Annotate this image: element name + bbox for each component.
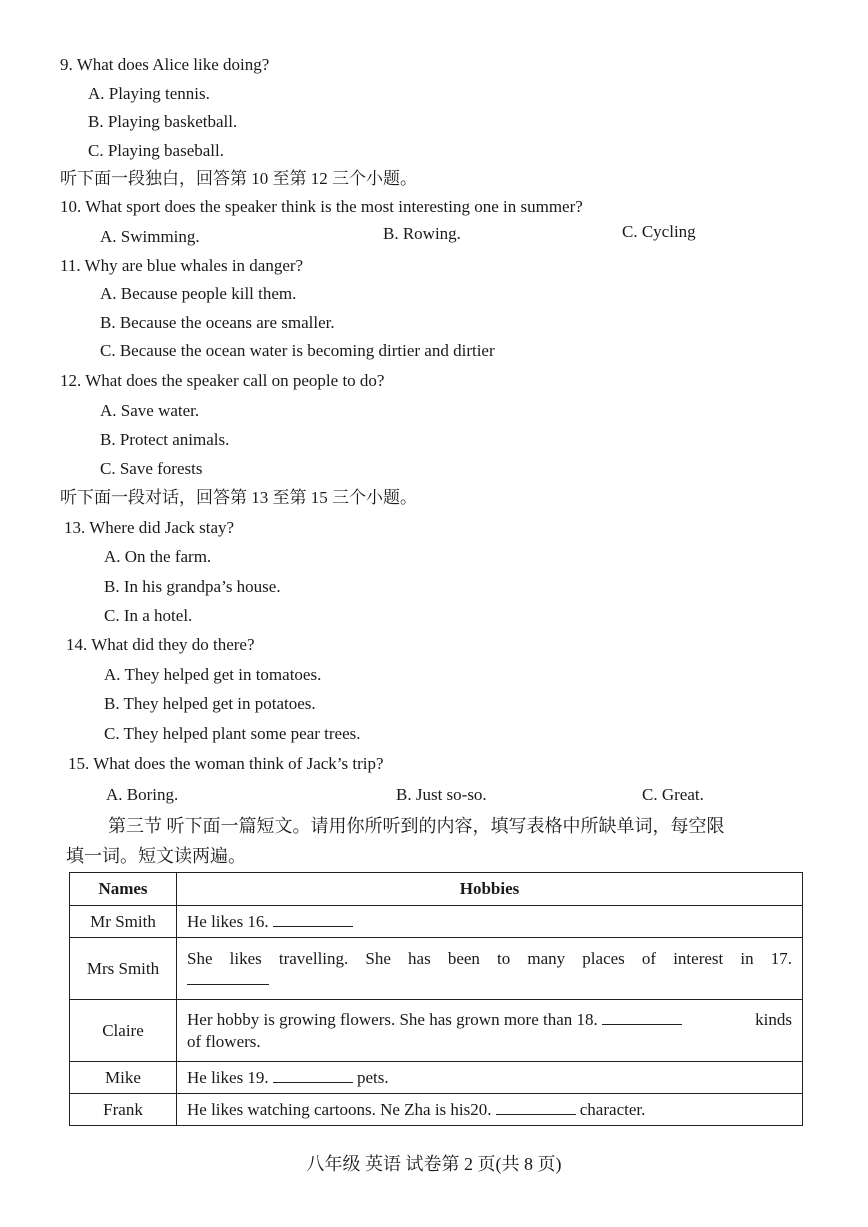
- row-hobby-text-cont: pets.: [356, 1067, 389, 1087]
- section-instruction-10-12: 听下面一段独白，回答第 10 至第 12 三个小题。: [60, 169, 417, 188]
- row-hobby-text-cont: character.: [579, 1099, 646, 1119]
- table-row: [70, 906, 803, 938]
- question-14-stem: 14. What did they do there?: [66, 635, 255, 654]
- row-hobby: [177, 1062, 803, 1094]
- row-hobby: [177, 1094, 803, 1126]
- question-13-stem: 13. Where did Jack stay?: [64, 518, 235, 537]
- question-9-option-c: C. Playing baseball.: [88, 141, 224, 160]
- question-9-stem: 9. What does Alice like doing?: [60, 55, 270, 74]
- question-15-option-a: A. Boring.: [106, 785, 179, 804]
- section-instruction-13-15: 听下面一段对话，回答第 13 至第 15 三个小题。: [60, 488, 417, 507]
- question-15-option-b: B. Just so-so.: [396, 785, 487, 804]
- question-10-option-a: A. Swimming.: [100, 227, 200, 246]
- answer-blank-17[interactable]: [187, 970, 269, 985]
- row-hobby-text: He likes 19.: [187, 1067, 269, 1087]
- page-footer: 八年级 英语 试卷第 2 页(共 8 页): [306, 1154, 562, 1174]
- question-10-option-b: B. Rowing.: [383, 224, 461, 243]
- answer-blank-19[interactable]: [273, 1068, 353, 1083]
- table-row: [70, 1062, 803, 1094]
- question-13-option-b: B. In his grandpa’s house.: [104, 577, 281, 596]
- hobbies-table: [69, 872, 803, 1126]
- row-name: Claire: [70, 1000, 177, 1062]
- section-3-instruction-cont: 填一词。短文读两遍。: [66, 846, 246, 866]
- row-hobby: [177, 1000, 803, 1062]
- row-hobby-text: Her hobby is growing flowers. She has grown more than 18.: [187, 1009, 598, 1029]
- table-row: [70, 1094, 803, 1126]
- question-14-option-a: A. They helped get in tomatoes.: [104, 665, 322, 684]
- question-13-option-a: A. On the farm.: [104, 547, 212, 566]
- row-hobby-text-cont: kinds: [755, 1009, 792, 1029]
- row-name: Mrs Smith: [70, 938, 177, 1000]
- question-10-stem: 10. What sport does the speaker think is the most interesting one in summer?: [60, 197, 583, 216]
- question-10-option-c: C. Cycling: [622, 222, 696, 241]
- question-9-option-a: A. Playing tennis.: [88, 84, 210, 103]
- question-9-option-b: B. Playing basketball.: [88, 112, 238, 131]
- section-3-instruction: 第三节 听下面一篇短文。请用你所听到的内容，填写表格中所缺单词，每空限: [108, 816, 725, 836]
- row-hobby: [177, 906, 803, 938]
- table-row: [70, 938, 803, 1000]
- row-hobby-text-line2: of flowers.: [187, 1031, 261, 1051]
- question-13-option-c: C. In a hotel.: [104, 606, 193, 625]
- names-header: Names: [70, 873, 177, 906]
- answer-blank-18[interactable]: [602, 1010, 682, 1025]
- answer-blank-16[interactable]: [273, 912, 353, 927]
- question-14-option-b: B. They helped get in potatoes.: [104, 694, 316, 713]
- row-hobby-text: She likes travelling. She has been to many places of interest in 17.: [187, 948, 792, 968]
- row-name: Mr Smith: [70, 906, 177, 938]
- question-11-option-b: B. Because the oceans are smaller.: [100, 313, 335, 332]
- question-12-option-c: C. Save forests: [100, 459, 203, 478]
- row-hobby-text: He likes watching cartoons. Ne Zha is his20.: [187, 1099, 492, 1119]
- question-12-option-a: A. Save water.: [100, 401, 200, 420]
- answer-blank-20[interactable]: [496, 1100, 576, 1115]
- row-hobby-text: He likes 16.: [187, 911, 269, 931]
- question-11-option-a: A. Because people kill them.: [100, 284, 297, 303]
- table-row: [70, 1000, 803, 1062]
- row-hobby: [177, 938, 803, 1000]
- row-name: Mike: [70, 1062, 177, 1094]
- question-15-stem: 15. What does the woman think of Jack’s trip?: [68, 754, 384, 773]
- table-header-row: [70, 873, 803, 906]
- row-name: Frank: [70, 1094, 177, 1126]
- hobbies-header: Hobbies: [177, 873, 803, 906]
- question-14-option-c: C. They helped plant some pear trees.: [104, 724, 361, 743]
- question-12-stem: 12. What does the speaker call on people to do?: [60, 371, 385, 390]
- question-11-stem: 11. Why are blue whales in danger?: [60, 256, 304, 275]
- question-12-option-b: B. Protect animals.: [100, 430, 230, 449]
- question-15-option-c: C. Great.: [642, 785, 704, 804]
- question-11-option-c: C. Because the ocean water is becoming dirtier and dirtier: [100, 341, 495, 360]
